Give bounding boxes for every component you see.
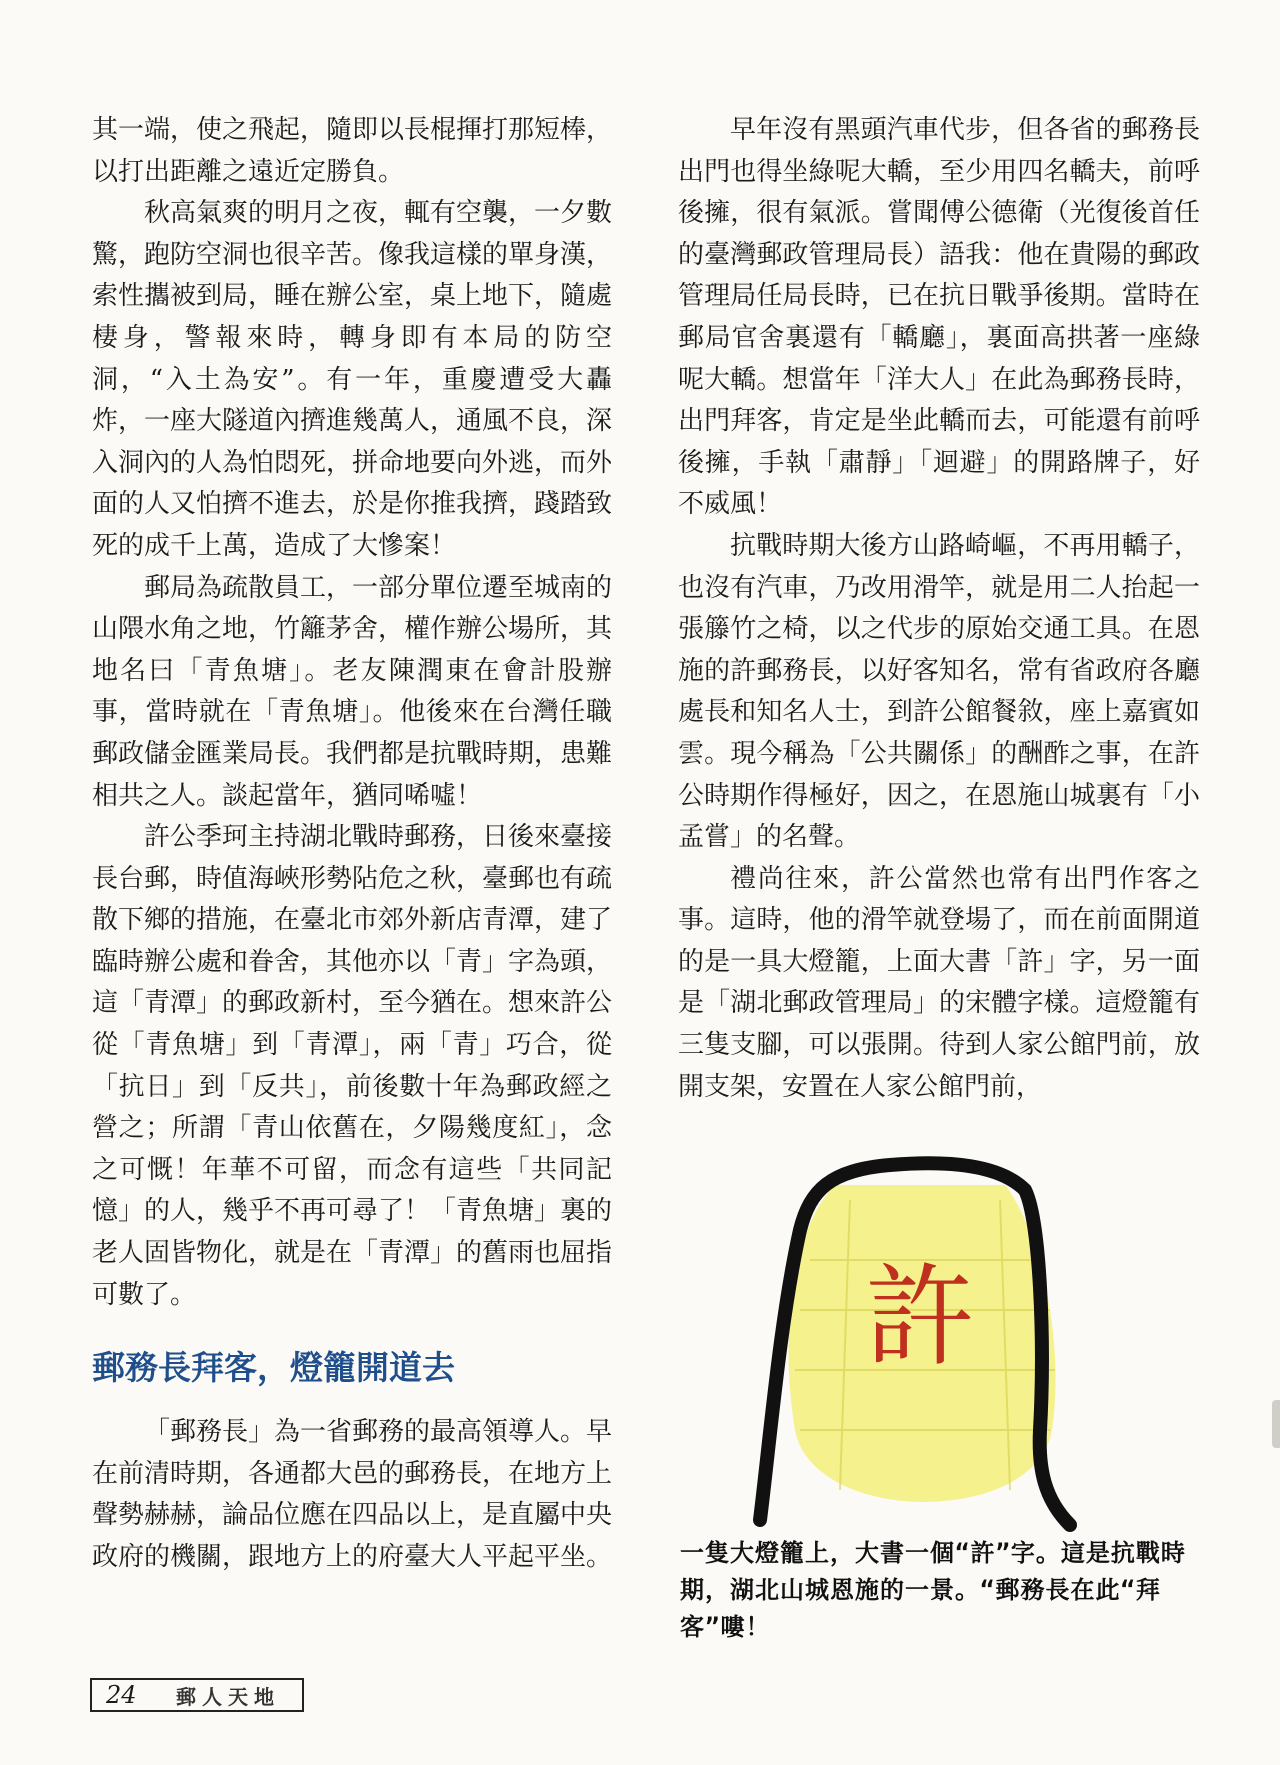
paragraph: 早年沒有黑頭汽車代步，但各省的郵務長出門也得坐綠呢大轎，至少用四名轎夫，前呼後擁，很有氣派。嘗聞傅公德衛（光復後首任的臺灣郵政管理局長）語我：他在貴陽的郵政管理局任局長時，已在抗日戰爭後期。當時在郵局官舍裏還有「轎廳」，裏面高拱著一座綠呢大轎。想當年「洋大人」在此為郵務長時，出門拜客，肯定是坐此轎而去，可能還有前呼後擁，手執「肅靜」「迴避」的開路牌子，好不威風！ [678,115,1200,520]
page-footer [90,1678,304,1712]
figure-caption: 一隻大燈籠上，大書一個“許”字。這是抗戰時期，湖北山城恩施的一景。“郵務長在此“拜客”嘍！ [680,1539,1186,1641]
paragraph: 其一端，使之飛起，隨即以長棍揮打那短棒，以打出距離之遠近定勝負。 [92,115,613,187]
section-heading: 郵務長拜客，燈籠開道去 [92,1348,455,1388]
lantern-illustration [740,1140,1100,1540]
page-edge-mark [1272,1400,1280,1448]
paragraph: 「郵務長」為一省郵務的最高領導人。早在前清時期，各通都大邑的郵務長，在地方上聲勢赫赫，論品位應在四品以上，是直屬中央政府的機關，跟地方上的府臺大人平起平坐。 [92,1417,613,1572]
left-column [92,110,612,1579]
lantern-icon [740,1140,1100,1540]
paragraph: 許公季珂主持湖北戰時郵務，日後來臺接長台郵，時值海峽形勢阽危之秋，臺郵也有疏散下鄉的措施，在臺北市郊外新店青潭，建了臨時辦公處和眷舍，其他亦以「青」字為頭，這「青潭」的郵政新村，至今猶在。想來許公從「青魚塘」到「青潭」，兩「青」巧合，從「抗日」到「反共」，前後數十年為郵政經之營之；所謂「青山依舊在，夕陽幾度紅」，念之可慨！年華不可留，而念有這些「共同記憶」的人，幾乎不再可尋了！「青魚塘」裏的老人固皆物化，就是在「青潭」的舊雨也屈指可數了。 [92,822,613,1310]
paragraph: 抗戰時期大後方山路崎嶇，不再用轎子，也沒有汽車，乃改用滑竿，就是用二人抬起一張籐竹之椅，以之代步的原始交通工具。在恩施的許郵務長，以好客知名，常有省政府各廳處長和知名人士，到許公館餐敘，座上嘉賓如雲。現今稱為「公共關係」的酬酢之事，在許公時期作得極好，因之，在恩施山城裏有「小孟嘗」的名聲。 [678,530,1200,853]
paragraph: 秋高氣爽的明月之夜，輒有空襲，一夕數驚，跑防空洞也很辛苦。像我這樣的單身漢，索性攜被到局，睡在辦公室，桌上地下，隨處棲身，警報來時，轉身即有本局的防空洞，“入土為安”。有一年，重慶遭受大轟炸，一座大隧道內擠進幾萬人，通風不良，深入洞內的人為怕悶死，拼命地要向外逃，而外面的人又怕擠不進去，於是你推我擠，踐踏致死的成千上萬，造成了大慘案！ [92,198,613,561]
lantern-character: 許 [865,1253,975,1381]
page-number: 24 [106,1681,137,1709]
magazine-title: 郵人天地 [176,1684,280,1709]
paragraph: 郵局為疏散員工，一部分單位遷至城南的山隈水角之地，竹籬茅舍，權作辦公場所，其地名曰「青魚塘」。老友陳潤東在會計股辦事，當時就在「青魚塘」。他後來在台灣任職郵政儲金匯業局長。我們都是抗戰時期，患難相共之人。談起當年，猶同唏噓！ [92,572,613,811]
right-column [678,110,1200,1108]
paragraph: 禮尚往來，許公當然也常有出門作客之事。這時，他的滑竿就登場了，而在前面開道的是一具大燈籠，上面大書「許」字，另一面是「湖北郵政管理局」的宋體字樣。這燈籠有三隻支腳，可以張開。待到人家公館門前，放開支架，安置在人家公館門前， [678,863,1200,1102]
